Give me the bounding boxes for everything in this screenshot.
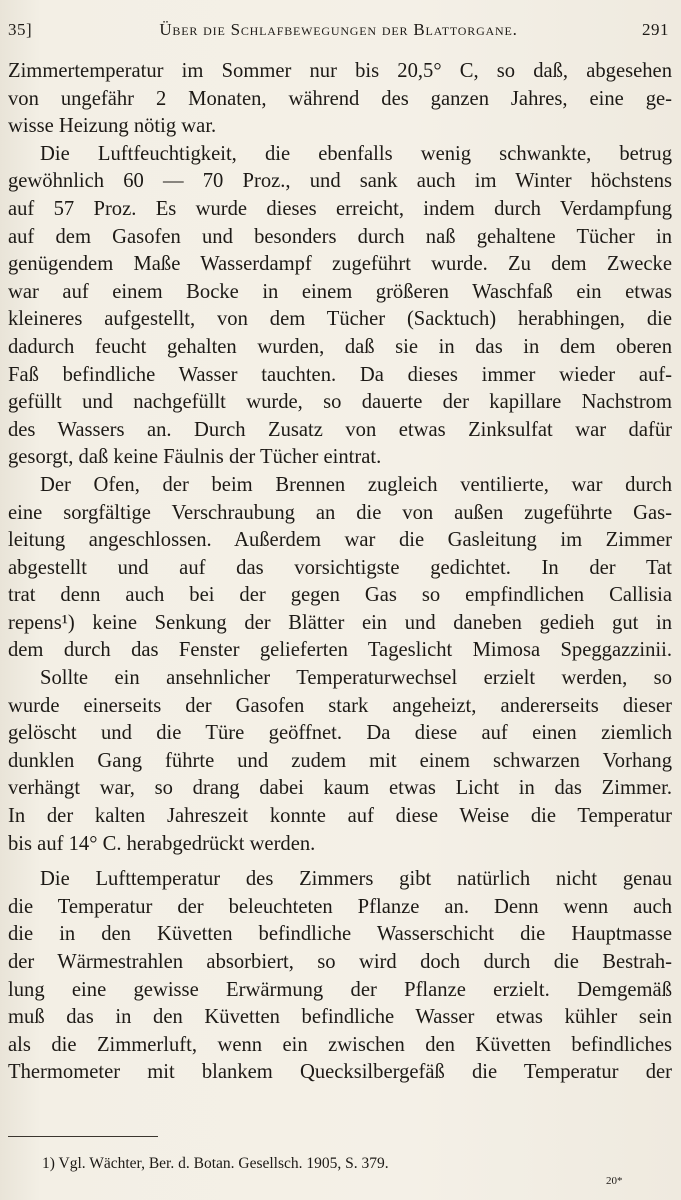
text-line: Der Ofen, der beim Brennen zugleich ventilierte, war durch xyxy=(40,473,672,496)
text-line: die Temperatur der beleuchteten Pflanze an. Denn wenn auch xyxy=(8,895,672,918)
text-line: gelöscht und die Türe geöffnet. Da diese auf einen ziemlich xyxy=(8,722,672,745)
text-line: bis auf 14° C. herabgedrückt werden. xyxy=(8,832,316,855)
text-line: repens¹) keine Senkung der Blätter ein und daneben gedieh gut in xyxy=(8,611,672,634)
text-line: dem durch das Fenster gelieferten Tageslicht Mimosa Speggazzinii. xyxy=(8,639,672,662)
text-line: auf dem Gasofen und besonders durch naß gehaltene Tücher in xyxy=(8,225,672,248)
text-line: der Wärmestrahlen absorbiert, so wird doch durch die Bestrah- xyxy=(8,951,672,973)
text-line: auf 57 Proz. Es wurde dieses erreicht, indem durch Verdampfung xyxy=(8,197,672,220)
footnote: 1) Vgl. Wächter, Ber. d. Botan. Gesellsch. 1905, S. 379. xyxy=(42,1155,389,1172)
text-line: muß das in den Küvetten befindliche Wasser etwas kühler sein xyxy=(8,1006,672,1029)
text-line: Thermometer mit blankem Quecksilbergefäß die Temperatur der xyxy=(8,1061,672,1084)
footnote-rule xyxy=(8,1136,158,1137)
page-number: 291 xyxy=(642,20,669,39)
text-line: Zimmertemperatur im Sommer nur bis 20,5° C, so daß, abgesehen xyxy=(8,60,672,82)
text-line: des Wassers an. Durch Zusatz von etwas Zinksulfat war dafür xyxy=(8,418,672,441)
text-line: war auf einem Bocke in einem größeren Waschfaß ein etwas xyxy=(8,280,672,303)
text-line: Die Lufttemperatur des Zimmers gibt natürlich nicht genau xyxy=(40,868,672,891)
text-line: dunklen Gang führte und zudem mit einem schwarzen Vorhang xyxy=(8,749,672,772)
text-line: gewöhnlich 60 — 70 Proz., und sank auch im Winter höchstens xyxy=(8,170,672,193)
text-line: wisse Heizung nötig war. xyxy=(8,115,217,138)
text-line: wurde einerseits der Gasofen stark angeheizt, andererseits dieser xyxy=(8,694,672,717)
text-line: genügendem Maße Wasserdampf zugeführt wurde. Zu dem Zwecke xyxy=(8,253,672,276)
text-line: lung eine gewisse Erwärmung der Pflanze erzielt. Demgemäß xyxy=(8,978,672,1001)
text-line: Faß befindliche Wasser tauchten. Da dieses immer wieder auf- xyxy=(8,363,672,386)
text-line: dadurch feucht gehalten wurden, daß sie in das in dem oberen xyxy=(8,335,672,358)
text-line: Die Luftfeuchtigkeit, die ebenfalls wenig schwankte, betrug xyxy=(40,142,672,165)
text-line: abgestellt und auf das vorsichtigste gedichtet. In der Tat xyxy=(8,556,672,579)
text-line: gesorgt, daß keine Fäulnis der Tücher eintrat. xyxy=(8,446,382,469)
text-line: trat denn auch bei der gegen Gas so empfindlichen Callisia xyxy=(8,584,672,607)
page-title: Über die Schlafbewegungen der Blattorgane. xyxy=(159,20,518,39)
text-line: die in den Küvetten befindliche Wasserschicht die Hauptmasse xyxy=(8,923,672,946)
text-line: In der kalten Jahreszeit konnte auf diese Weise die Temperatur xyxy=(8,805,672,828)
running-header xyxy=(8,20,669,46)
signature-mark: 20* xyxy=(606,1175,623,1187)
text-line: von ungefähr 2 Monaten, während des ganzen Jahres, eine ge- xyxy=(8,87,672,110)
text-line: Sollte ein ansehnlicher Temperaturwechsel erzielt werden, so xyxy=(40,667,672,690)
text-line: gefüllt und nachgefüllt wurde, so dauerte der kapillare Nachstrom xyxy=(8,391,672,414)
text-line: kleineres aufgestellt, von dem Tücher (Sacktuch) herabhingen, die xyxy=(8,308,672,331)
text-line: leitung angeschlossen. Außerdem war die Gasleitung im Zimmer xyxy=(8,529,672,552)
text-line: eine sorgfältige Verschraubung an die von außen zugeführte Gas- xyxy=(8,501,672,524)
body-text xyxy=(8,58,672,1087)
text-line: verhängt war, so drang dabei kaum etwas Licht in das Zimmer. xyxy=(8,777,672,800)
section-number: 35] xyxy=(8,20,33,39)
text-line: als die Zimmerluft, wenn ein zwischen den Küvetten befindliches xyxy=(8,1033,672,1056)
